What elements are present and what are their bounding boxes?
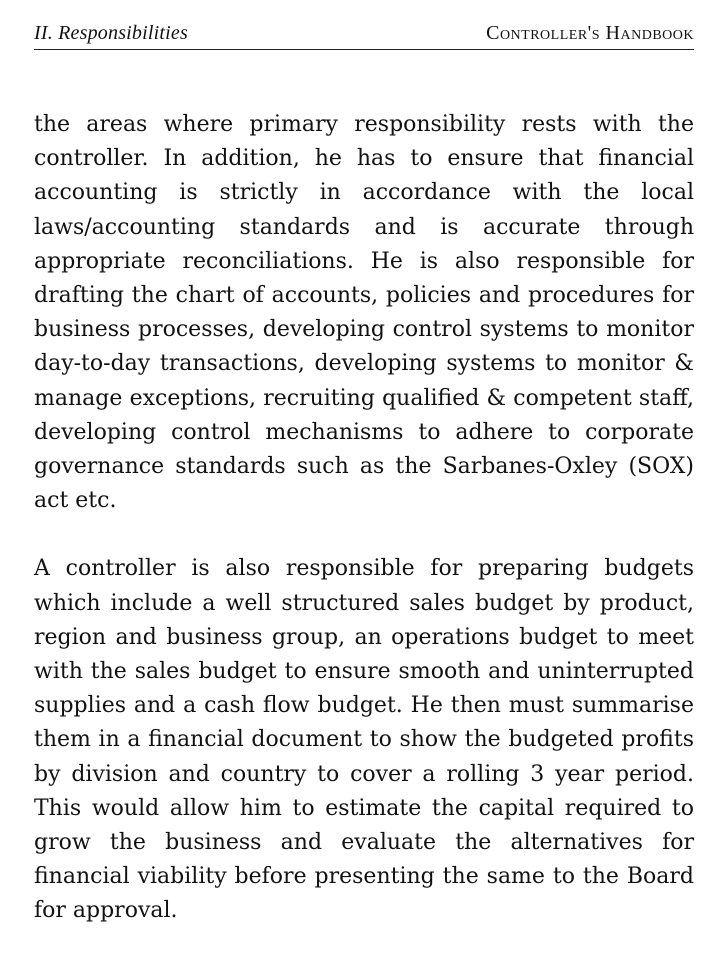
paragraph-2: A controller is also responsible for preparing budgets which include a well structured sales budget by product, region and business group, an operations budget to meet with the sales budget to ensure smooth and uninterrupted supplies and a cash flow budget. He then must summarise them in a financial document to show the budgeted profits by division and country to cover a rolling 3 year period. This would allow him to estimate the capital required to grow the business and evaluate the alternatives for financial viability before presenting the same to the Board for approval.: [34, 556, 694, 924]
body-text: [34, 108, 694, 929]
section-title: II. Responsibilities: [34, 22, 188, 44]
book-title: Controller's Handbook: [486, 22, 694, 44]
paragraph-1: the areas where primary responsibility rests with the controller. In addition, he has to ensure that financial accounting is strictly in accordance with the local laws/accounting standards and is accurate through appropriate reconciliations. He is also responsible for drafting the chart of accounts, policies and procedures for business processes, developing control systems to monitor day-to-day transactions, developing systems to monitor & manage exceptions, recruiting qualified & competent staff, developing control mechanisms to adhere to corporate governance standards such as the Sarbanes-Oxley (SOX) act etc.: [34, 112, 694, 514]
running-header: [34, 20, 694, 50]
